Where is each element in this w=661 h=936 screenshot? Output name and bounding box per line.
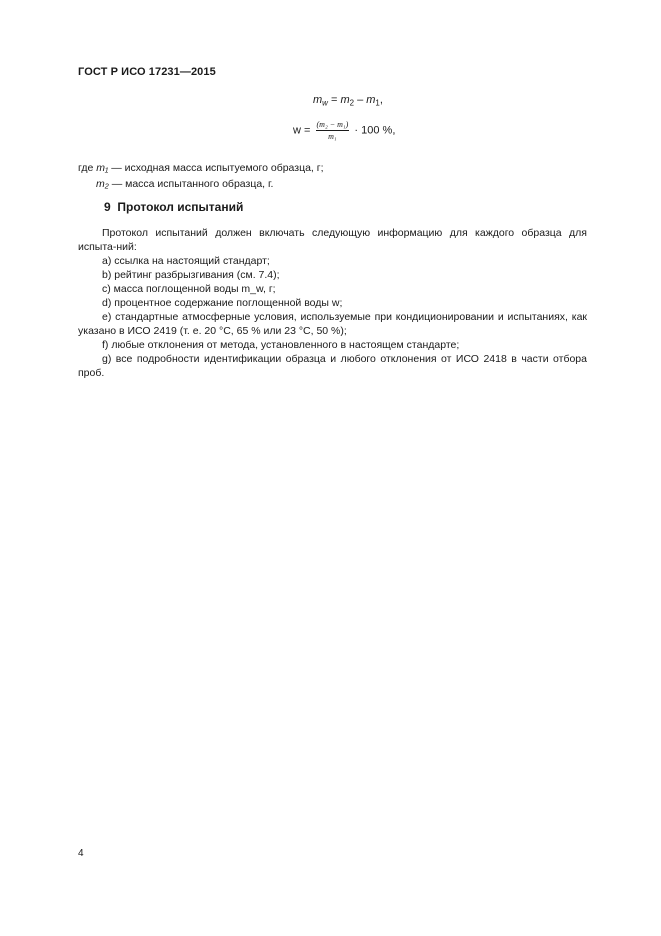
page-number: 4 xyxy=(78,848,84,859)
section-number: 9 xyxy=(104,200,111,214)
intro-paragraph: Протокол испытаний должен включать следующую информацию для каждого образца для испыта-ний: xyxy=(78,227,587,253)
symbol-m1: m₁ xyxy=(96,162,109,174)
formula-lhs: w = xyxy=(293,124,311,137)
section-heading xyxy=(104,200,243,214)
list-item-d: d) процентное содержание поглощенной воды w; xyxy=(102,297,343,309)
list-item-f: f) любые отклонения от метода, установленного в настоящем стандарте; xyxy=(102,339,460,351)
list-item-a: a) ссылка на настоящий стандарт; xyxy=(102,255,270,267)
list-item-e: e) стандартные атмосферные условия, используемые при кондиционировании и испытаниях, как указано в ИСО 2419 (т. е. 20 °С, 65 % или 23 °С, 50 %); xyxy=(78,311,587,337)
formula-percent-water xyxy=(293,120,395,141)
where-block xyxy=(78,160,324,192)
formula-mass-water: $m_w = m_2 - m_1$, xyxy=(313,94,383,108)
section-title: Протокол испытаний xyxy=(117,200,244,214)
list-item-b: b) рейтинг разбрызгивания (см. 7.4); xyxy=(102,269,280,281)
formula-fraction xyxy=(316,120,350,141)
section-body xyxy=(78,226,587,380)
symbol-m2: m₂ xyxy=(96,178,109,190)
formula-numerator: (m₂ − m₁) xyxy=(316,120,349,129)
document-header: ГОСТ Р ИСО 17231—2015 xyxy=(78,66,216,78)
list-item-g: g) все подробности идентификации образца и любого отклонения от ИСО 2418 в части отбора проб. xyxy=(78,353,587,379)
formula-denominator: m₁ xyxy=(328,132,337,141)
list-item-c: c) масса поглощенной воды m_w, г; xyxy=(102,283,276,295)
where-line-m1: где m₁ — исходная масса испытуемого образца, г; xyxy=(78,162,324,174)
formula-rhs: · 100 %, xyxy=(354,124,396,137)
where-line-m2: m₂ — масса испытанного образца, г. xyxy=(96,178,274,190)
